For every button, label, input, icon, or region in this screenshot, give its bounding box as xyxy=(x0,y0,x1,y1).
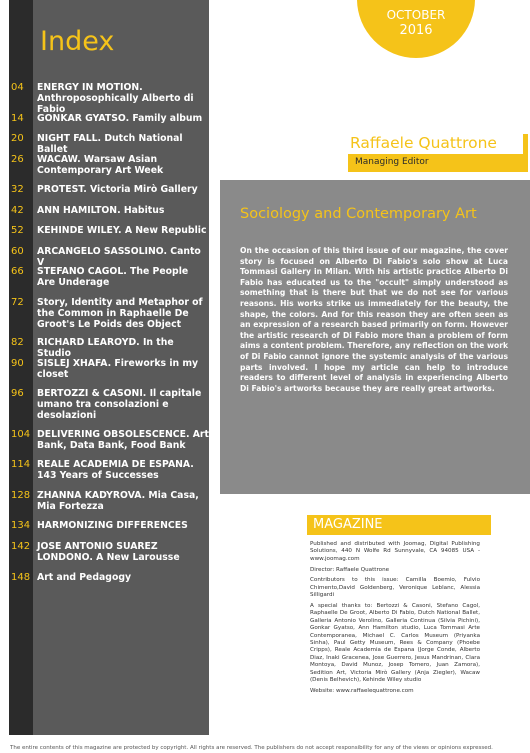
toc-page-number: 32 xyxy=(11,184,24,195)
toc-page-number: 26 xyxy=(11,154,24,165)
copyright-notice: The entire contents of this magazine are protected by copyright. All rights are reserved. The publishers do not accept responsibility for any of the views or opinions expressed. xyxy=(10,745,493,751)
toc-page-number: 66 xyxy=(11,266,24,277)
toc-page-number: 72 xyxy=(11,297,24,308)
toc-page-number: 42 xyxy=(11,205,24,216)
toc-title: NIGHT FALL. Dutch National Ballet xyxy=(37,133,183,155)
toc-page-number: 96 xyxy=(11,388,24,399)
toc-title: Art and Pedagogy xyxy=(37,572,132,583)
editor-role: Managing Editor xyxy=(355,157,429,167)
toc-title: ANN HAMILTON. Habitus xyxy=(37,205,165,216)
colophon-director: Director: Raffaele Quattrone xyxy=(310,566,390,573)
toc-title: STEFANO CAGOL. The People Are Underage xyxy=(37,266,189,288)
toc-page-number: 148 xyxy=(11,572,31,583)
toc-title: SISLEJ XHAFA. Fireworks in my closet xyxy=(37,358,199,380)
issue-month: OCTOBER xyxy=(386,8,446,22)
editor-name: Raffaele Quattrone xyxy=(350,134,497,152)
toc-title: KEHINDE WILEY. A New Republic xyxy=(37,225,207,236)
toc-page-number: 134 xyxy=(11,520,31,531)
toc-title: RICHARD LEAROYD. In the Studio xyxy=(37,337,174,359)
toc-page-number: 20 xyxy=(11,133,24,144)
index-title: Index xyxy=(40,26,115,57)
toc-page-number: 60 xyxy=(11,246,24,257)
toc-page-number: 04 xyxy=(11,82,24,93)
toc-title: Story, Identity and Metaphor of the Common in Raphaelle De Groot's Le Poids des Object xyxy=(37,297,203,330)
toc-page-number: 114 xyxy=(11,459,31,470)
toc-title: ENERGY IN MOTION. Anthroposophically Alberto di Fabio xyxy=(37,82,194,115)
toc-title: ZHANNA KADYROVA. Mia Casa, Mia Fortezza xyxy=(37,490,199,512)
toc-page-number: 90 xyxy=(11,358,24,369)
toc-title: DELIVERING OBSOLESCENCE. Art Bank, Data Bank, Food Bank xyxy=(37,429,209,451)
toc-title: BERTOZZI & CASONI. Il capitale umano tra consolazioni e desolazioni xyxy=(37,388,202,421)
issue-year: 2016 xyxy=(399,23,433,38)
toc-page-number: 52 xyxy=(11,225,24,236)
toc-title: PROTEST. Victoria Mirò Gallery xyxy=(37,184,198,195)
toc-page-number: 82 xyxy=(11,337,24,348)
toc-page-number: 104 xyxy=(11,429,31,440)
colophon-website[interactable]: Website: www.raffaelequattrone.com xyxy=(310,687,414,694)
colophon-contributors: Contributors to this issue: Camilla Boemio, Fulvio Chimento,David Goldenberg, Veronique Leblanc, Alessia Silligardi xyxy=(310,577,480,599)
toc-title: JOSE ANTONIO SUAREZ LONDONO. A New Larousse xyxy=(37,541,180,563)
toc-title: REALE ACADEMIA DE ESPANA. 143 Years of Successes xyxy=(37,459,194,481)
toc-title: WACAW. Warsaw Asian Contemporary Art Week xyxy=(37,154,164,176)
editorial-body: On the occasion of this third issue of our magazine, the cover story is focused on Alberto Di Fabio's solo show at Luca Tommasi Gallery in Milan. With his artistic practice Alberto Di Fabio has educated us to the "occult" simply understood as something that is there but that we do not see for various reasons. His works strike us immediately for the beauty, the shape, the colors. And for this reason they are often seen as an expression of a research based primarily on form. However the artistic research of Di Fabio more than a problem of form aims a content problem. Therefore, any reflection on the work of Di Fabio cannot ignore the systemic analysis of the various parts involved. I hope my article can help to introduce readers to different level of analysis in experiencing Alberto Di Fabio's artworks because they are really great artworks. xyxy=(240,246,508,393)
colophon xyxy=(310,541,480,699)
toc-page-number: 14 xyxy=(11,113,24,124)
magazine-heading: MAGAZINE xyxy=(313,517,383,532)
toc-title: GONKAR GYATSO. Family album xyxy=(37,113,203,124)
toc-page-number: 128 xyxy=(11,490,31,501)
toc-page-number: 142 xyxy=(11,541,31,552)
colophon-thanks: A special thanks to: Bertozzi & Casoni, Stefano Cagol, Raphaelle De Groot, Alberto Di Fabio, Dutch National Ballet, Galleria Antonio Verolino, Galleria Continua (Silvia Pichini), Gonkar Gyatso, Ann Hamilton studio, Luca Tommasi Arte Contemporanea, Michael C. Carlos Museum (Priyanka Sinha), Paul Getty Museum, Rees & Company (Phoebe Cripps), Reale Academia de Espana (Jorge Conde, Alberto Diaz, Inaki Gracenea, Jose Guerrero, Jesus Mandrinan, Clara Montoya, David Munoz, Josep Tomero, Juan Zamora), Sedition Art, Victoria Mirò Gallery (Anja Ziegler), Wacaw (Denis Belhevich), Kehinde Wiley studio xyxy=(310,603,480,684)
toc-title: ARCANGELO SASSOLINO. Canto V xyxy=(37,246,201,268)
colophon-publisher: Published and distributed with Joomag, Digital Publishing Solutions, 440 N Wolfe Rd Sunnyvale, CA 94085 USA - www.joomag.com xyxy=(310,541,480,562)
editorial-title: Sociology and Contemporary Art xyxy=(240,206,477,222)
toc-title: HARMONIZING DIFFERENCES xyxy=(37,520,188,531)
left-margin xyxy=(0,0,9,735)
